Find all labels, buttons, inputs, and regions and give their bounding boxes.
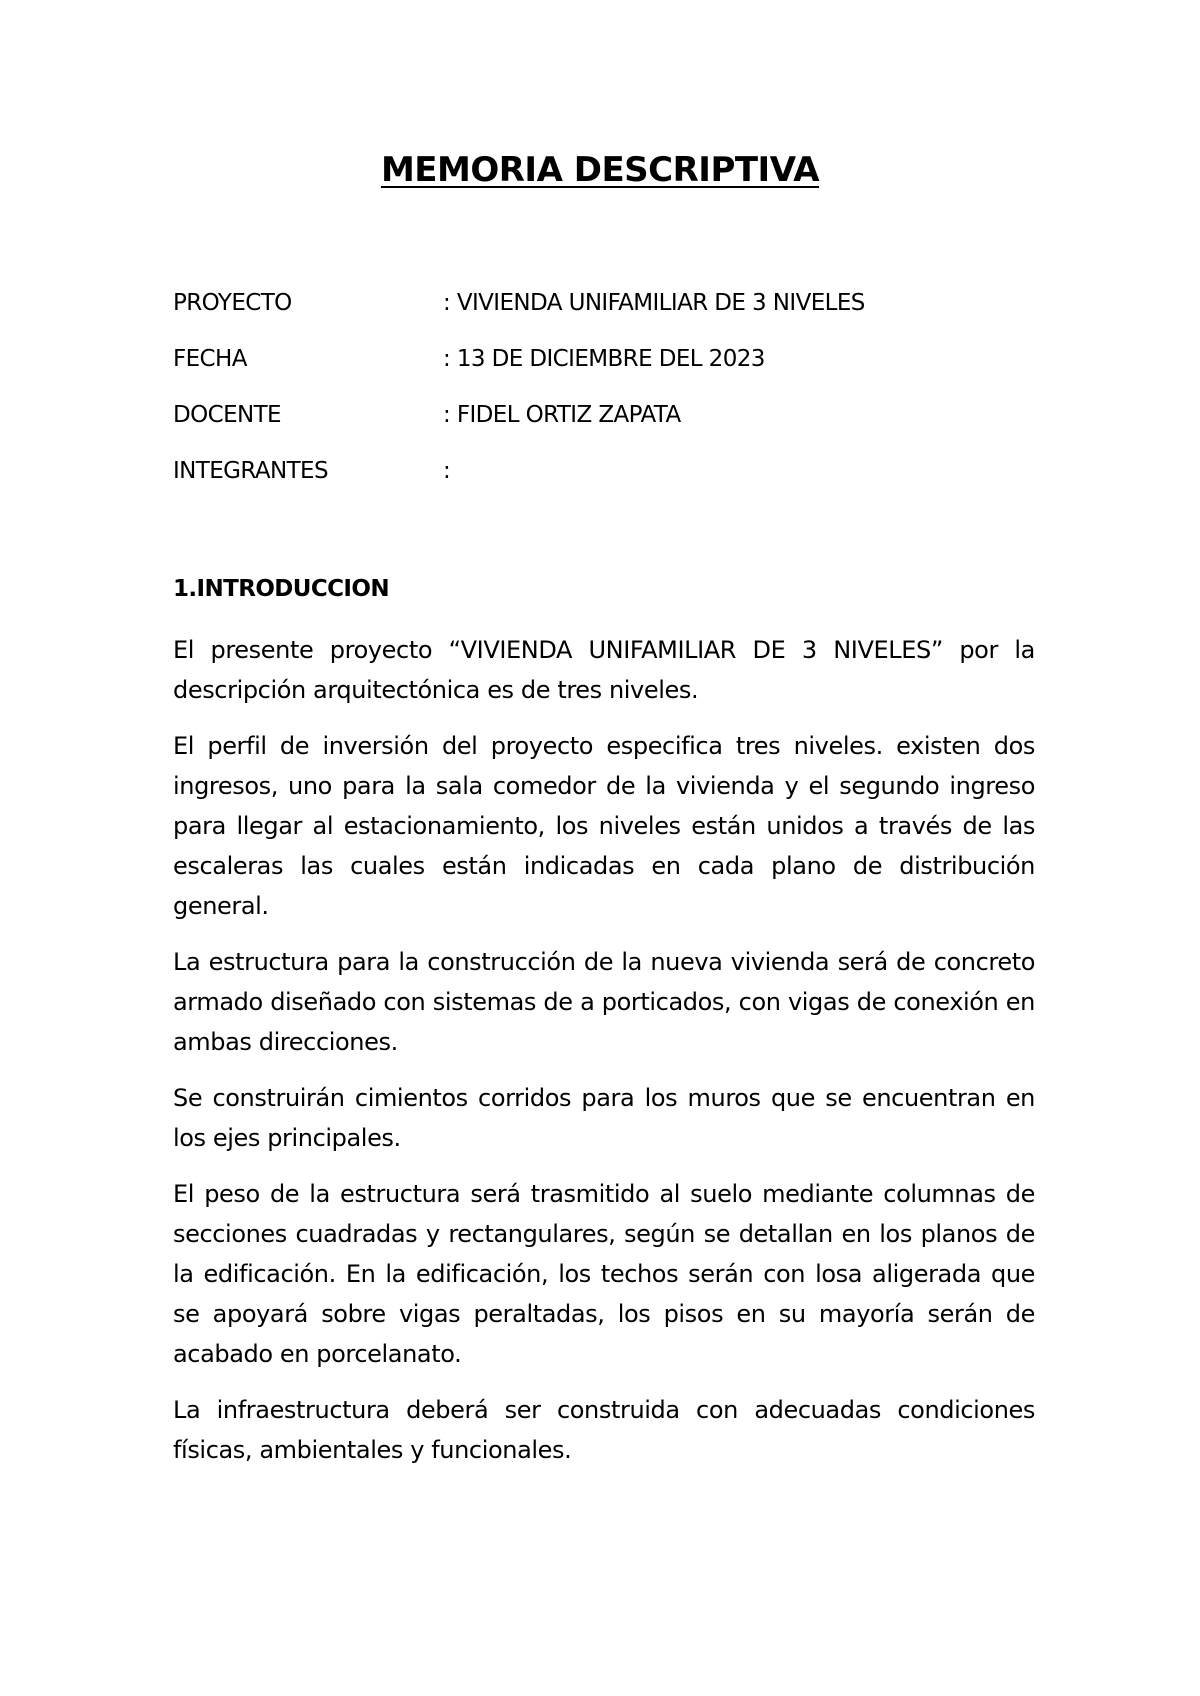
paragraph: Se construirán cimientos corridos para los muros que se encuentran en los ejes principales.: [173, 1084, 1035, 1152]
meta-value: : FIDEL ORTIZ ZAPATA: [443, 402, 681, 428]
meta-value: : VIVIENDA UNIFAMILIAR DE 3 NIVELES: [443, 290, 865, 316]
meta-row-docente: [173, 402, 1073, 458]
meta-value: :: [443, 458, 451, 484]
paragraph: El presente proyecto “VIVIENDA UNIFAMILIAR DE 3 NIVELES” por la descripción arquitectónica es de tres niveles.: [173, 636, 1035, 704]
meta-label: DOCENTE: [173, 402, 281, 428]
document-title: MEMORIA DESCRIPTIVA: [380, 150, 820, 190]
meta-row-fecha: [173, 346, 1073, 402]
project-info-block: [173, 290, 1073, 514]
paragraph: El perfil de inversión del proyecto especifica tres niveles. existen dos ingresos, uno para la sala comedor de la vivienda y el segundo ingreso para llegar al estacionamiento, los niveles están unidos a través de las escaleras las cuales están indicadas en cada plano de distribución general.: [173, 732, 1035, 920]
paragraph: La estructura para la construcción de la nueva vivienda será de concreto armado diseñado con sistemas de a porticados, con vigas de conexión en ambas direcciones.: [173, 948, 1035, 1056]
paragraph: La infraestructura deberá ser construida con adecuadas condiciones físicas, ambientales y funcionales.: [173, 1396, 1035, 1464]
paragraph: El peso de la estructura será trasmitido al suelo mediante columnas de secciones cuadradas y rectangulares, según se detallan en los planos de la edificación. En la edificación, los techos serán con losa aligerada que se apoyará sobre vigas peraltadas, los pisos en su mayoría serán de acabado en porcelanato.: [173, 1180, 1035, 1368]
meta-value: : 13 DE DICIEMBRE DEL 2023: [443, 346, 765, 372]
meta-label: FECHA: [173, 346, 247, 372]
meta-label: PROYECTO: [173, 290, 292, 316]
meta-row-integrantes: [173, 458, 1073, 514]
meta-label: INTEGRANTES: [173, 458, 328, 484]
section-heading-introduccion: 1.INTRODUCCION: [173, 576, 389, 602]
document-body: [173, 630, 1035, 1486]
meta-row-proyecto: [173, 290, 1073, 346]
